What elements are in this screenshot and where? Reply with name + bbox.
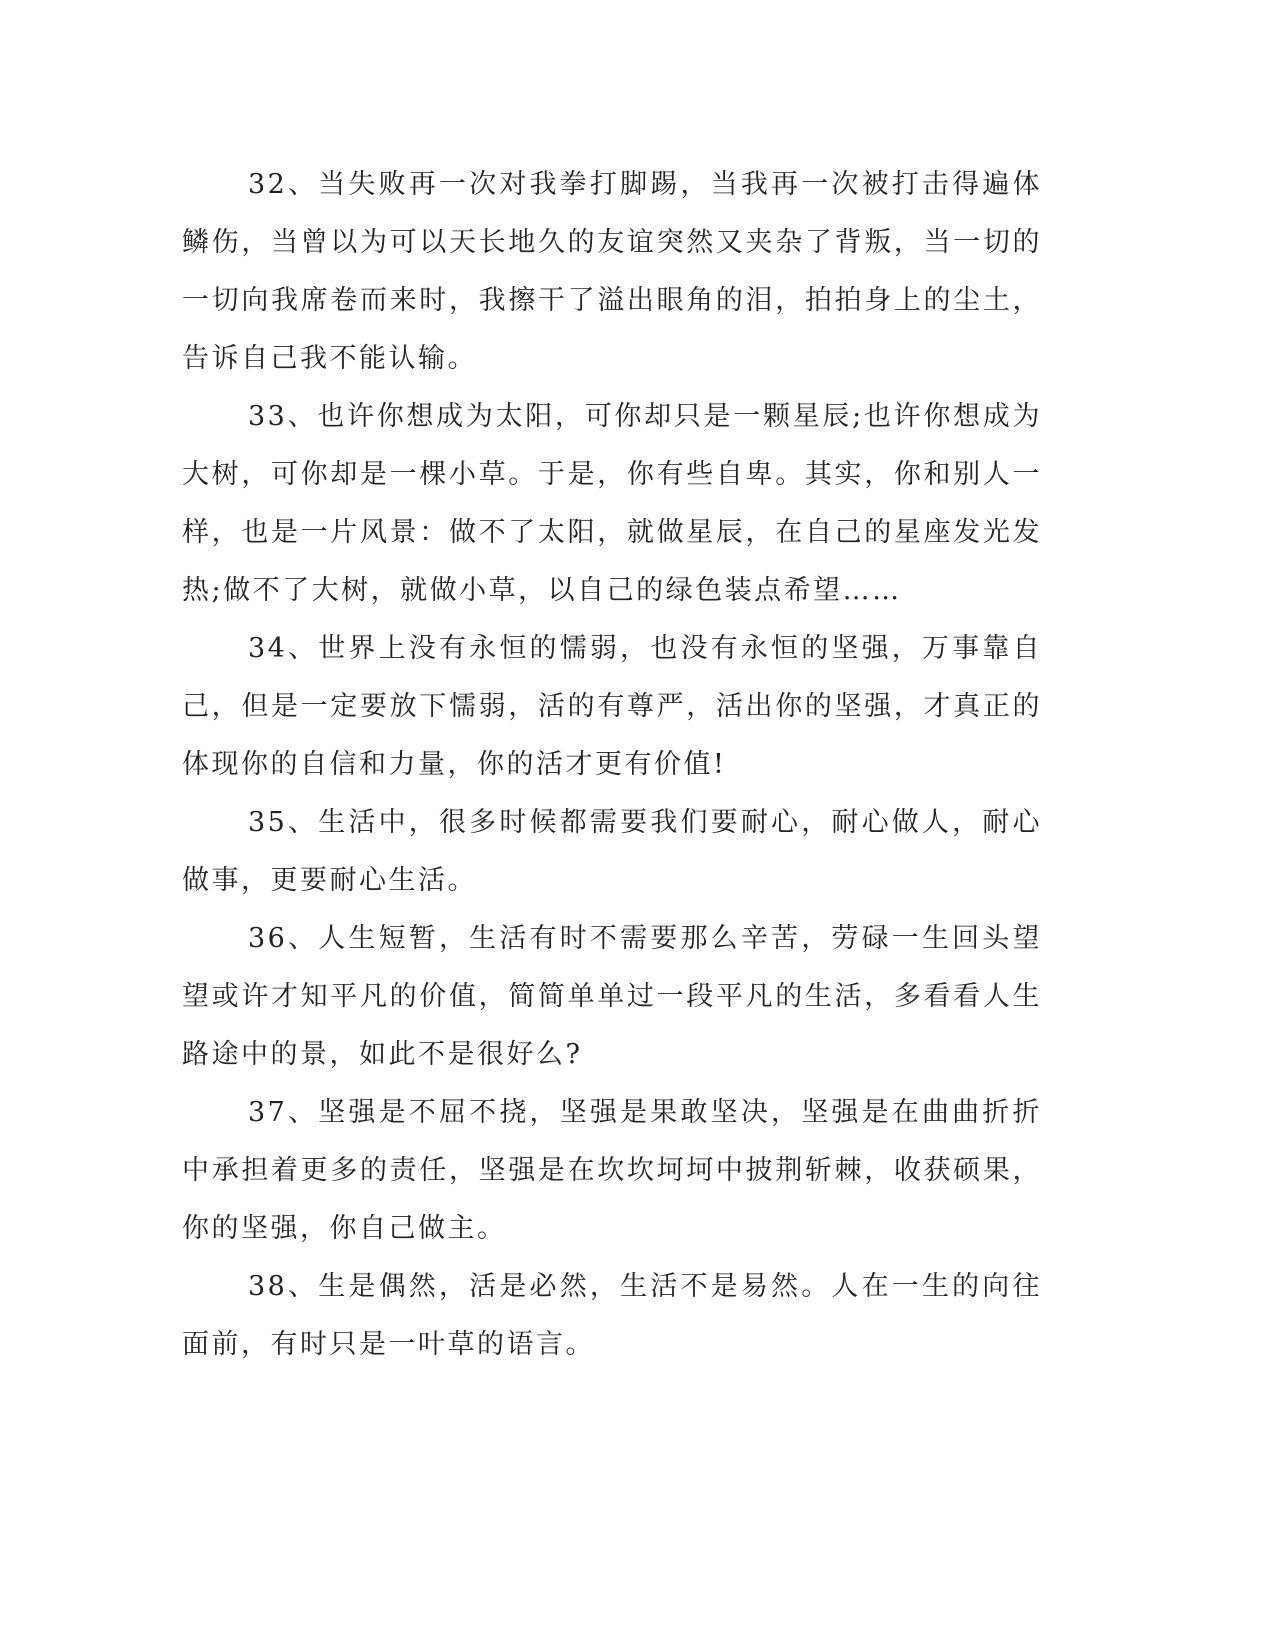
paragraph-32: 32、当失败再一次对我拳打脚踢，当我再一次被打击得遍体鳞伤，当曾以为可以天长地久的友谊突然又夹杂了背叛，当一切的一切向我席卷而来时，我擦干了溢出眼角的泪，拍拍身上的尘土，告诉自己我不能认输。	[182, 169, 1042, 374]
paragraph-36: 36、人生短暂，生活有时不需要那么辛苦，劳碌一生回头望望或许才知平凡的价值，简简单单过一段平凡的生活，多看看人生路途中的景，如此不是很好么?	[182, 923, 1042, 1070]
paragraph-34: 34、世界上没有永恒的懦弱，也没有永恒的坚强，万事靠自己，但是一定要放下懦弱，活的有尊严，活出你的坚强，才真正的体现你的自信和力量，你的活才更有价值!	[182, 633, 1042, 780]
paragraph-35: 35、生活中，很多时候都需要我们要耐心，耐心做人，耐心做事，更要耐心生活。	[182, 807, 1042, 896]
document-body	[182, 156, 1042, 1374]
paragraph-33: 33、也许你想成为太阳，可你却只是一颗星辰;也许你想成为大树，可你却是一棵小草。于是，你有些自卑。其实，你和别人一样，也是一片风景：做不了太阳，就做星辰，在自己的星座发光发热;做不了大树，就做小草，以自己的绿色装点希望……	[182, 401, 1042, 606]
paragraph-38: 38、生是偶然，活是必然，生活不是易然。人在一生的向往面前，有时只是一叶草的语言。	[182, 1271, 1042, 1360]
paragraph-37: 37、坚强是不屈不挠，坚强是果敢坚决，坚强是在曲曲折折中承担着更多的责任，坚强是在坎坎坷坷中披荆斩棘，收获硕果，你的坚强，你自己做主。	[182, 1097, 1042, 1244]
